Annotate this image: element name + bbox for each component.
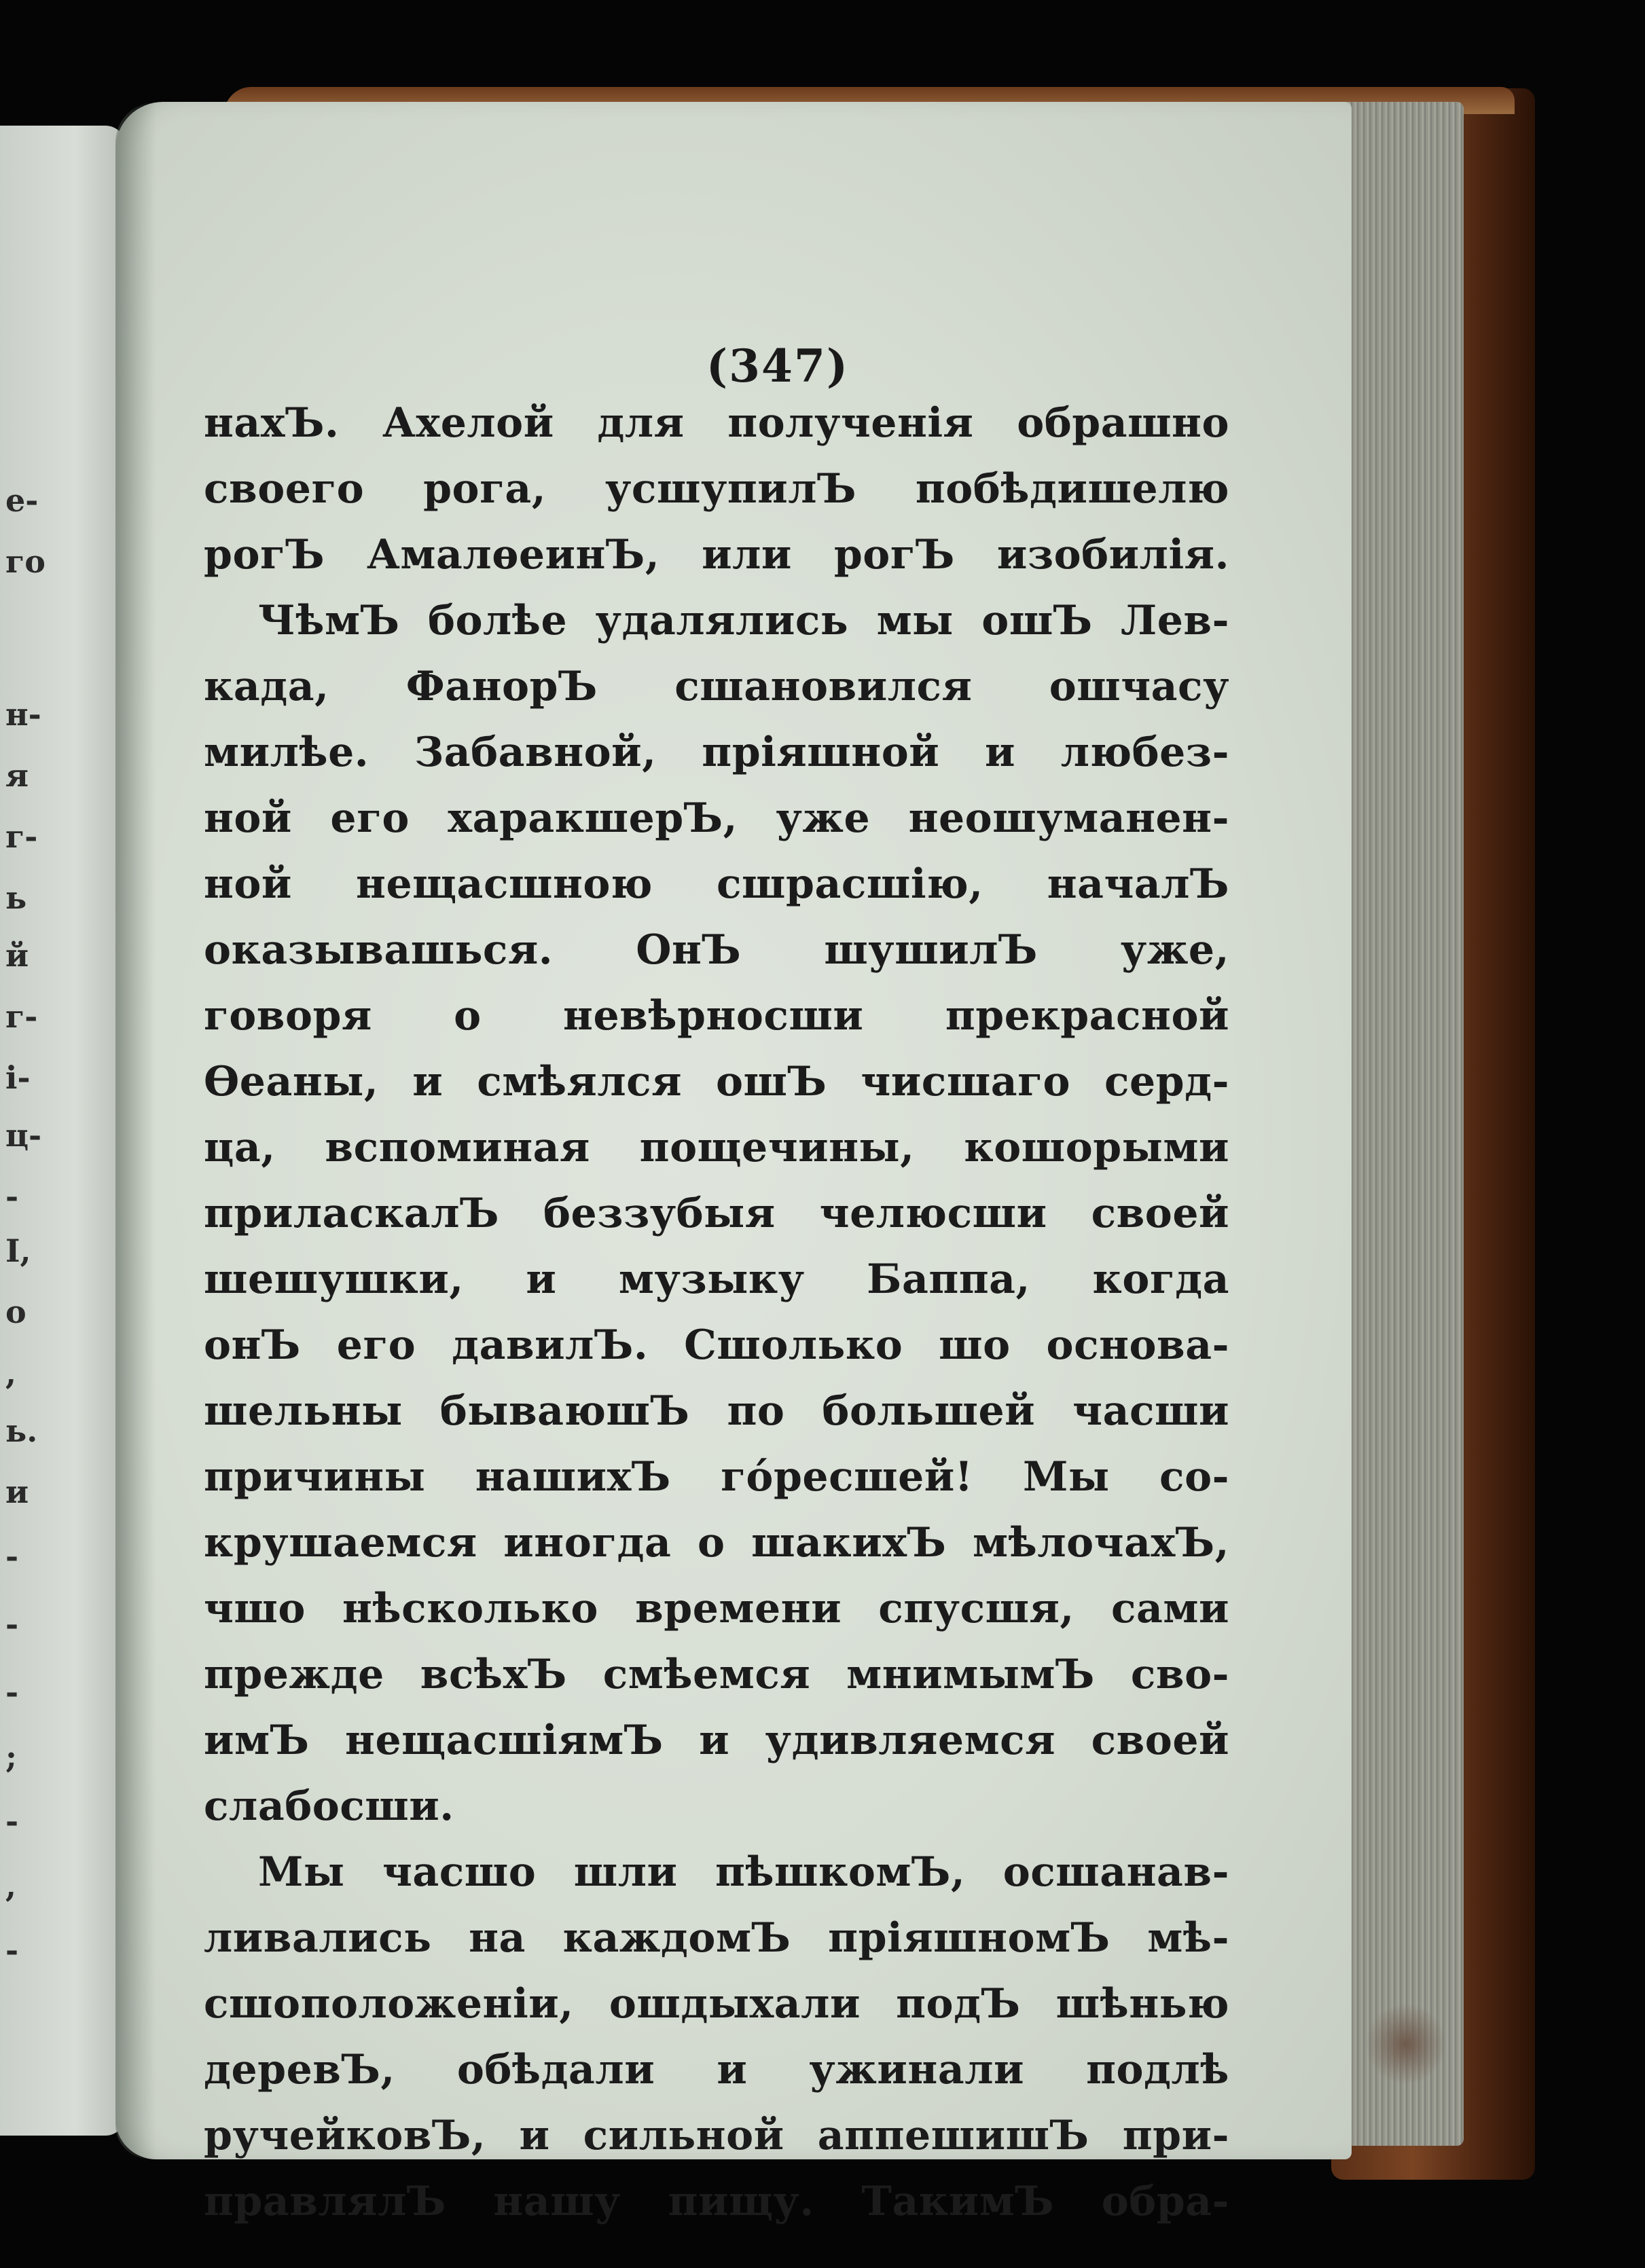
- left-page-fragment: г-: [5, 998, 38, 1035]
- text-line: оказывашься. ОнЪ шушилЪ уже,: [204, 926, 1229, 974]
- left-page-fragment: І,: [5, 1232, 31, 1269]
- text-line: рогЪ АмалѳеинЪ, или рогЪ изобилія.: [204, 531, 1229, 579]
- left-page-fragment: е-: [5, 482, 39, 519]
- left-page-fragment: о: [5, 1294, 26, 1330]
- text-line: нахЪ. Ахелой для полученія обрашно: [204, 399, 1229, 447]
- text-line: када, ФанорЪ сшановился ошчасу: [204, 663, 1229, 710]
- left-page-fragment: -: [5, 1803, 19, 1840]
- left-page-fragment: -: [5, 1606, 19, 1643]
- right-page: [115, 102, 1352, 2225]
- text-line: слабосши.: [204, 1782, 454, 1830]
- spine-shadow: [115, 102, 156, 2159]
- page-edges: [1341, 102, 1464, 2146]
- left-page-fragment: ,: [5, 1867, 17, 1904]
- text-line: ной его харакшерЪ, уже неошуманен-: [204, 794, 1229, 842]
- text-line: говоря о невѣрносши прекрасной: [204, 992, 1229, 1040]
- text-line: чшо нѣсколько времени спусшя, сами: [204, 1585, 1229, 1632]
- text-line: шельны бываюшЪ по большей часши: [204, 1387, 1229, 1435]
- text-line: крушаемся иногда о шакихЪ мѣлочахЪ,: [204, 1519, 1229, 1567]
- page-number: (347): [706, 340, 850, 392]
- left-page-fragment: г-: [5, 818, 38, 855]
- text-line: своего рога, усшупилЪ побѣдишелю: [204, 465, 1229, 513]
- text-line: ной нещасшною сшрасшію, началЪ: [204, 860, 1229, 908]
- left-page-fragment: и: [5, 1474, 29, 1510]
- text-line: сшоположеніи, ошдыхали подЪ шѣнью: [204, 1980, 1229, 2028]
- left-page-fragment: ь.: [5, 1412, 38, 1449]
- text-line: имЪ нещасшіямЪ и удивляемся своей: [204, 1717, 1229, 1764]
- left-page-fragment: ь: [5, 879, 27, 916]
- text-line: ливались на каждомЪ пріяшномЪ мѣ-: [204, 1914, 1229, 1962]
- text-line: ца, вспоминая пощечины, кошорыми: [204, 1124, 1229, 1171]
- left-page-fragment: ц-: [5, 1117, 42, 1154]
- left-page-fragment: -: [5, 1178, 19, 1215]
- edge-stain: [1365, 2003, 1447, 2085]
- left-page-fragment: ,: [5, 1355, 17, 1391]
- left-page-fragment: -: [5, 1538, 19, 1575]
- text-line: причины нашихЪ гóресшей! Мы со-: [204, 1453, 1229, 1501]
- left-page-fragment: я: [5, 757, 29, 794]
- text-line: прежде всѣхЪ смѣемся мнимымЪ сво-: [204, 1651, 1229, 1698]
- text-line: Мы часшо шли пѣшкомЪ, осшанав-: [258, 1848, 1229, 1896]
- text-line: шешушки, и музыку Баппа, когда: [204, 1256, 1229, 1303]
- left-page-fragment: н-: [5, 696, 41, 733]
- left-page-fragment: -: [5, 1674, 19, 1711]
- text-line: ЧѣмЪ болѣе удалялись мы ошЪ Лев-: [258, 597, 1229, 644]
- left-page-fragment: ;: [5, 1738, 17, 1775]
- left-page-fragment: -: [5, 1932, 19, 1969]
- text-line: ручейковЪ, и сильной аппешишЪ при-: [204, 2112, 1229, 2159]
- text-line: Ѳеаны, и смѣялся ошЪ чисшаго серд-: [204, 1058, 1229, 1105]
- left-page-fragment: і-: [5, 1059, 31, 1096]
- page-text: [204, 390, 1229, 2235]
- left-page-fragment: го: [5, 543, 46, 580]
- text-line: приласкалЪ беззубыя челюсши своей: [204, 1190, 1229, 1237]
- text-line: милѣе. Забавной, пріяшной и любез-: [204, 729, 1229, 776]
- text-line: правлялЪ нашу пищу. ТакимЪ обра-: [204, 2178, 1229, 2225]
- text-line: деревЪ, обѣдали и ужинали подлѣ: [204, 2046, 1229, 2093]
- left-page-fragment: й: [5, 937, 29, 974]
- text-line: онЪ его давилЪ. Сшолько шо основа-: [204, 1321, 1229, 1369]
- left-page: [0, 126, 126, 2136]
